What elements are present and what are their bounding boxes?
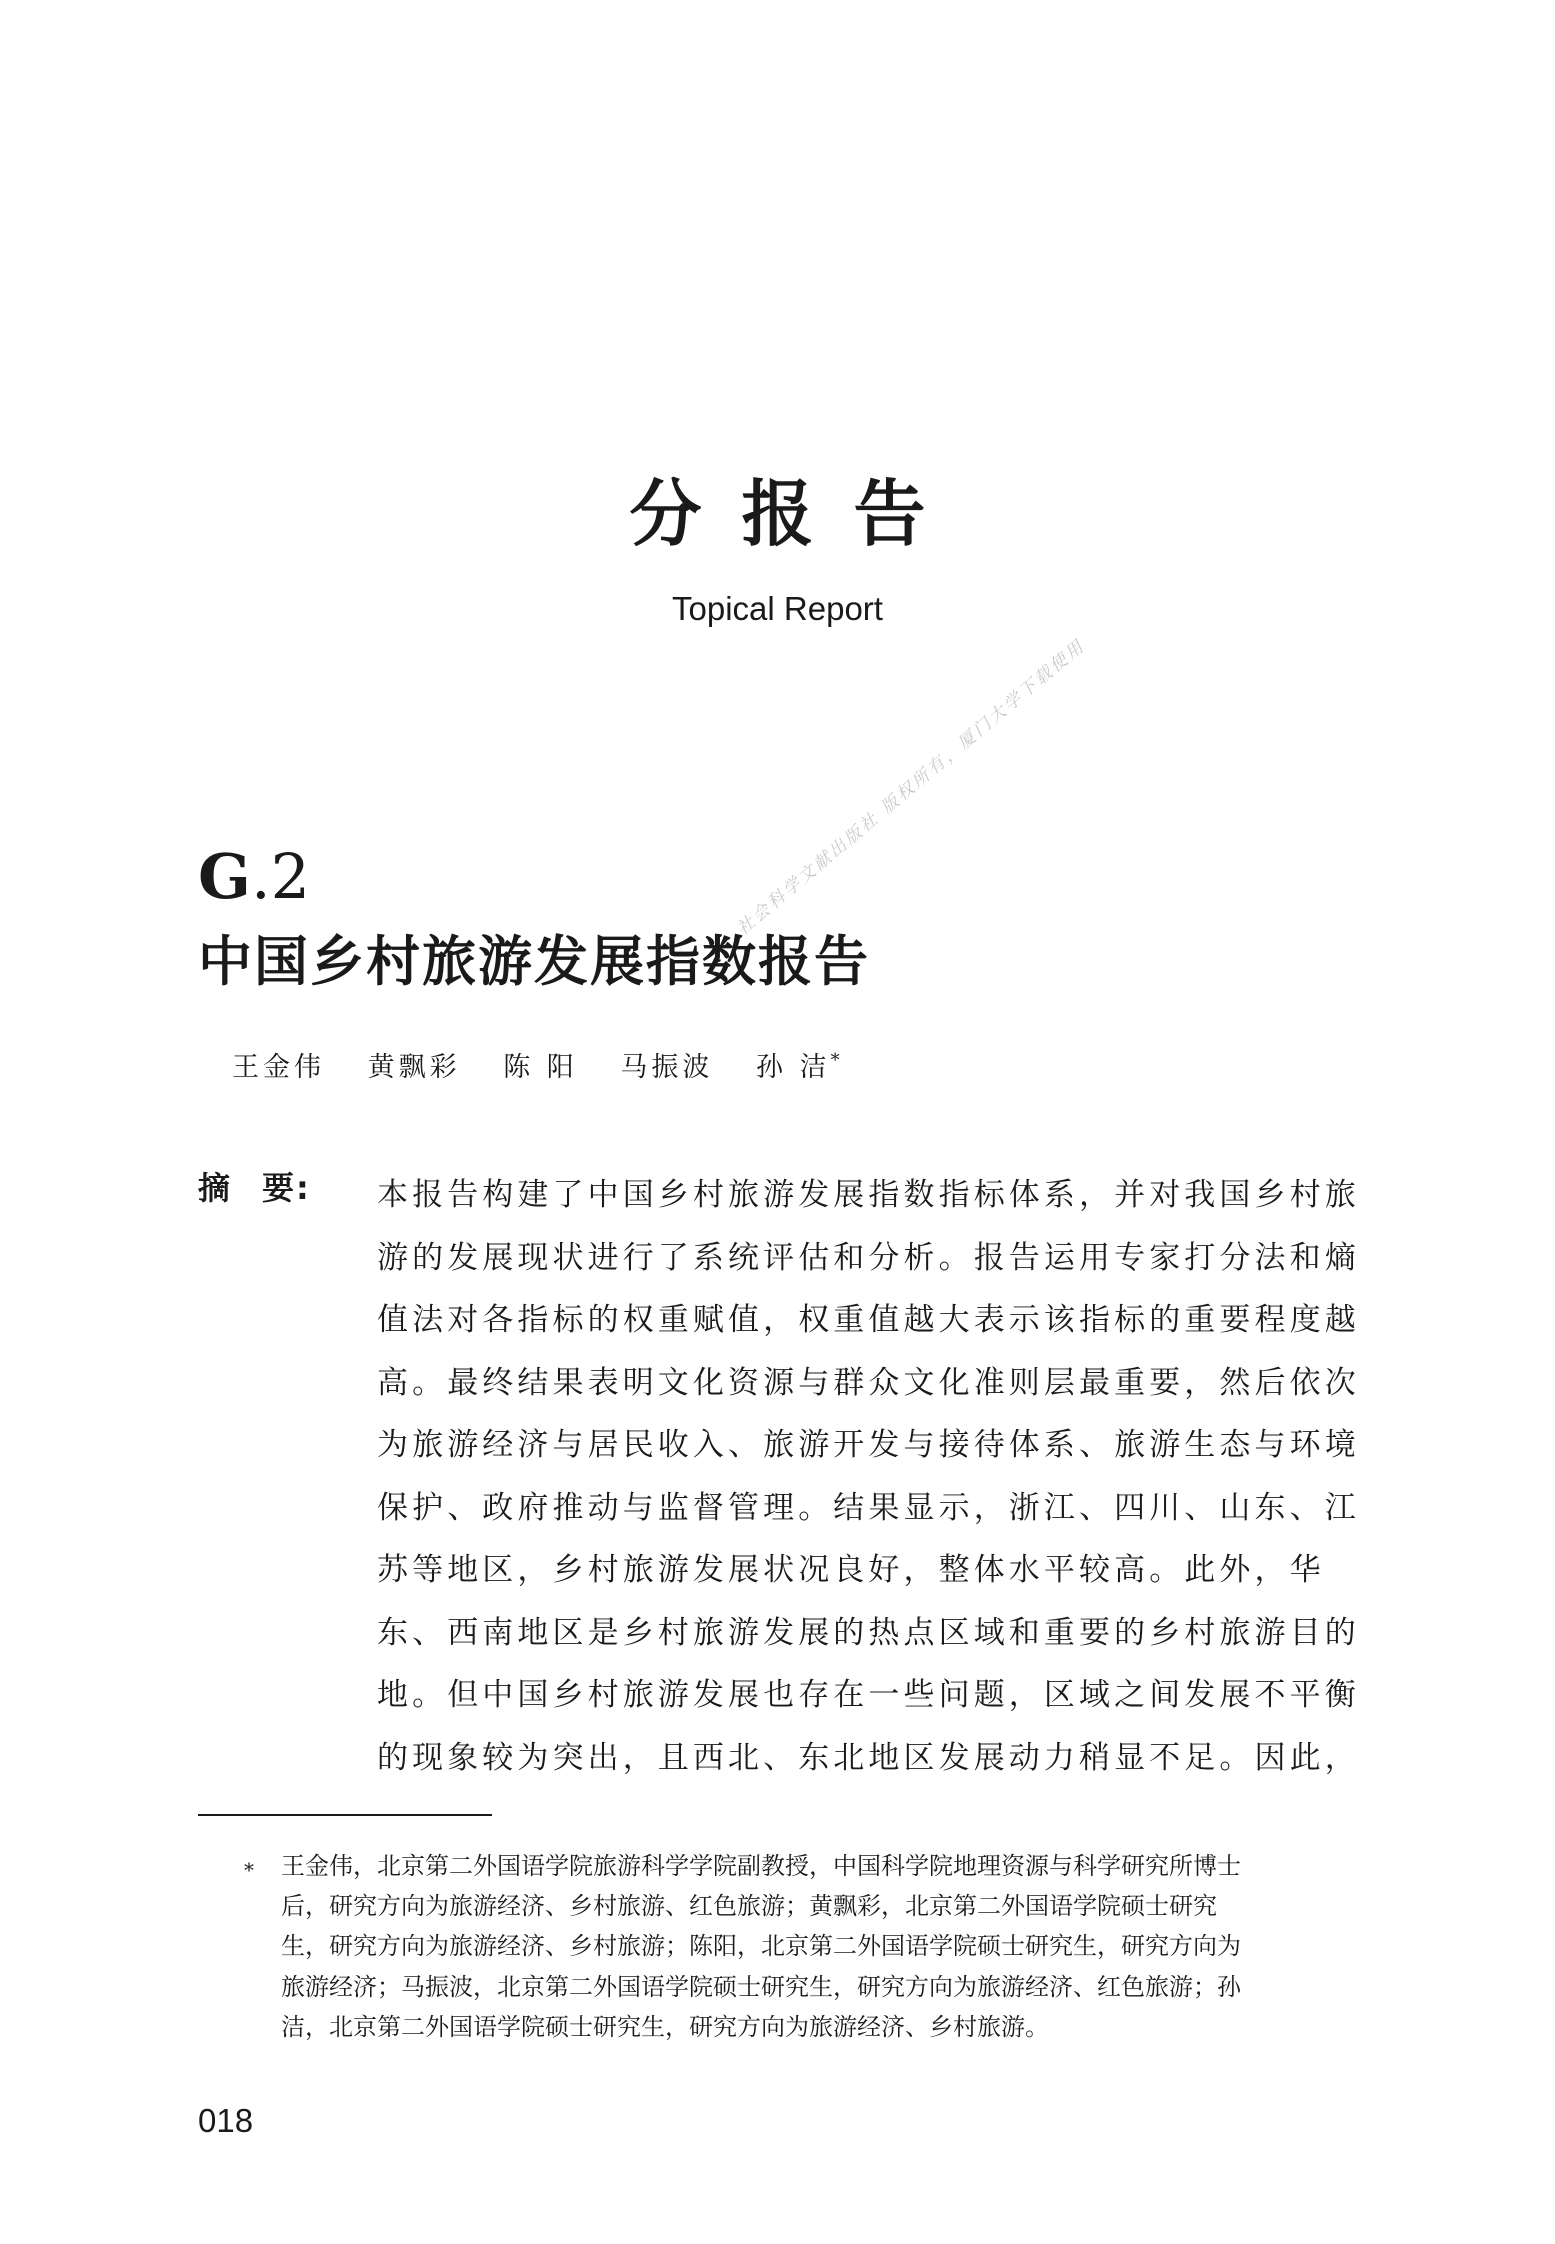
abstract-line: 保护、政府推动与监督管理。结果显示，浙江、四川、山东、江	[377, 1489, 1360, 1526]
footnote-reference: *	[830, 1050, 840, 1071]
abstract-line: 高。最终结果表明文化资源与群众文化准则层最重要，然后依次	[377, 1364, 1360, 1401]
abstract-line: 为旅游经济与居民收入、旅游开发与接待体系、旅游生态与环境	[377, 1427, 1360, 1463]
footnote-body	[281, 1846, 1359, 2047]
footnote-line: 生，研究方向为旅游经济、乡村旅游；陈阳，北京第二外国语学院硕士研究生，研究方向为	[281, 1932, 1241, 1961]
section-subtitle: Topical Report	[672, 590, 883, 627]
abstract-line: 值法对各指标的权重赋值，权重值越大表示该指标的重要程度越	[377, 1302, 1360, 1338]
author-name: 孙 洁	[755, 1052, 831, 1083]
abstract-line: 地。但中国乡村旅游发展也存在一些问题，区域之间发展不平衡	[377, 1677, 1360, 1713]
abstract-line: 游的发展现状进行了系统评估和分析。报告运用专家打分法和熵	[377, 1239, 1360, 1276]
abstract-body	[377, 1164, 1359, 1789]
abstract-line: 苏等地区，乡村旅游发展状况良好，整体水平较高。此外，华	[377, 1552, 1325, 1588]
author-name: 王金伟	[232, 1052, 325, 1083]
section-title: 分报告	[629, 471, 966, 556]
chapter-code-number: .2	[250, 840, 311, 913]
author-name: 黄飘彩	[367, 1052, 461, 1083]
author-name: 马振波	[620, 1052, 714, 1083]
abstract-line: 本报告构建了中国乡村旅游发展指数指标体系，并对我国乡村旅	[377, 1177, 1360, 1213]
abstract-label-second: 要:	[262, 1169, 311, 1207]
author-list	[232, 1052, 840, 1081]
footnote-marker: *	[244, 1858, 254, 1882]
abstract-label-first: 摘	[198, 1169, 233, 1207]
footnote-line: 王金伟，北京第二外国语学院旅游科学学院副教授，中国科学院地理资源与科学研究所博士	[281, 1852, 1241, 1880]
copyright-watermark: 社会科学文献出版社 版权所有，厦门大学下载使用	[733, 635, 1090, 940]
abstract-line: 东、西南地区是乡村旅游发展的热点区域和重要的乡村旅游目的	[377, 1614, 1360, 1651]
footnote-line: 旅游经济；马振波，北京第二外国语学院硕士研究生，研究方向为旅游经济、红色旅游；孙	[281, 1972, 1241, 2001]
author-name: 陈 阳	[503, 1052, 578, 1083]
footnote-divider	[198, 1814, 492, 1816]
abstract-line: 的现象较为突出，且西北、东北地区发展动力稍显不足。因此，	[377, 1739, 1360, 1776]
footnote-line: 后，研究方向为旅游经济、乡村旅游、红色旅游；黄飘彩，北京第二外国语学院硕士研究	[281, 1892, 1217, 1921]
chapter-title: 中国乡村旅游发展指数报告	[198, 929, 870, 993]
abstract-label	[198, 1169, 311, 1207]
footnote-line: 洁，北京第二外国语学院硕士研究生，研究方向为旅游经济、乡村旅游。	[281, 2012, 1049, 2041]
page-number: 018	[198, 2102, 254, 2139]
chapter-code-letter: G	[198, 840, 251, 913]
chapter-code	[198, 840, 311, 913]
